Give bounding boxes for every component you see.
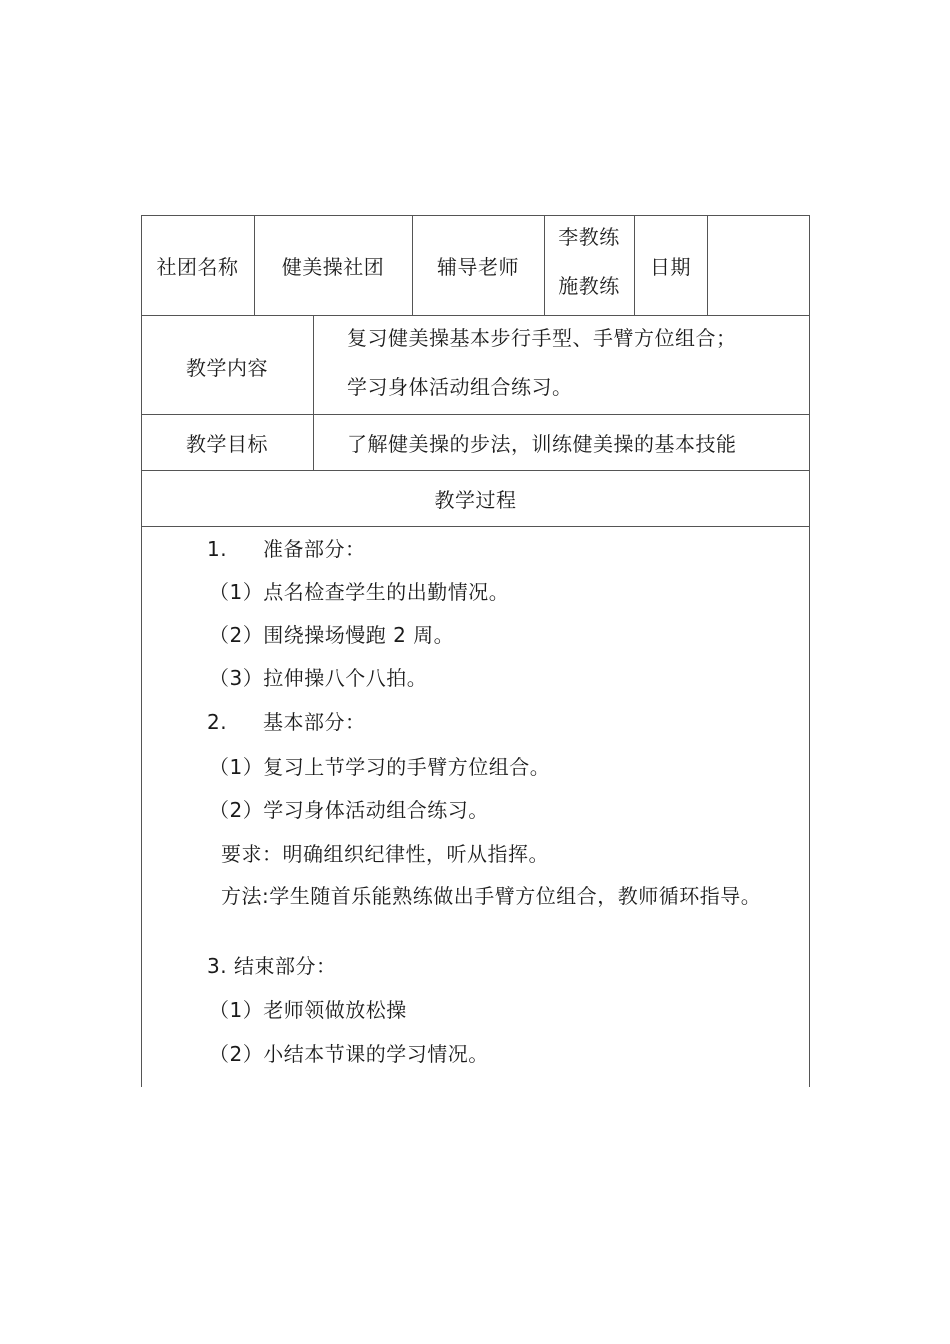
list-item: （1）点名检查学生的出勤情况。 bbox=[209, 580, 510, 604]
list-item: （2）学习身体活动组合练习。 bbox=[209, 798, 489, 822]
list-item: （1）老师领做放松操 bbox=[209, 998, 407, 1022]
table-right-border bbox=[809, 215, 810, 1087]
list-item: （1）复习上节学习的手臂方位组合。 bbox=[209, 755, 551, 779]
lesson-plan-table bbox=[141, 215, 810, 1087]
table-top-border bbox=[141, 215, 810, 216]
goal-text: 了解健美操的步法，训练健美操的基本技能 bbox=[347, 432, 737, 456]
section-1-number: 1. bbox=[207, 537, 228, 561]
row-divider bbox=[141, 470, 810, 471]
requirement-text: 要求：明确组织纪律性，听从指挥。 bbox=[221, 842, 549, 866]
content-line-1: 复习健美操基本步行手型、手臂方位组合； bbox=[347, 326, 737, 350]
teacher-name-2: 施教练 bbox=[558, 274, 620, 298]
cell-divider bbox=[707, 215, 708, 315]
content-line-2: 学习身体活动组合练习。 bbox=[347, 375, 573, 399]
list-item: （2）小结本节课的学习情况。 bbox=[209, 1042, 489, 1066]
method-text: 方法:学生随首乐能熟练做出手臂方位组合，教师循环指导。 bbox=[221, 884, 762, 908]
content-label: 教学内容 bbox=[186, 356, 268, 380]
club-name-label: 社团名称 bbox=[156, 255, 239, 279]
section-2-title: 基本部分： bbox=[263, 710, 366, 734]
goal-label: 教学目标 bbox=[186, 432, 268, 456]
row-divider bbox=[141, 315, 810, 316]
row-divider bbox=[141, 526, 810, 527]
row-divider bbox=[141, 414, 810, 415]
club-name-value: 健美操社团 bbox=[281, 255, 385, 279]
section-3-heading: 3. 结束部分： bbox=[207, 954, 337, 978]
section-1-title: 准备部分： bbox=[263, 537, 366, 561]
list-item: （3）拉伸操八个八拍。 bbox=[209, 666, 428, 690]
process-title: 教学过程 bbox=[434, 488, 517, 512]
list-item: （2）围绕操场慢跑 2 周。 bbox=[209, 623, 455, 647]
teacher-name-1: 李教练 bbox=[558, 225, 620, 249]
table-left-border bbox=[141, 215, 142, 1087]
teacher-label: 辅导老师 bbox=[437, 255, 519, 279]
cell-divider bbox=[313, 315, 314, 470]
section-2-number: 2. bbox=[207, 710, 228, 734]
date-label: 日期 bbox=[650, 255, 691, 279]
